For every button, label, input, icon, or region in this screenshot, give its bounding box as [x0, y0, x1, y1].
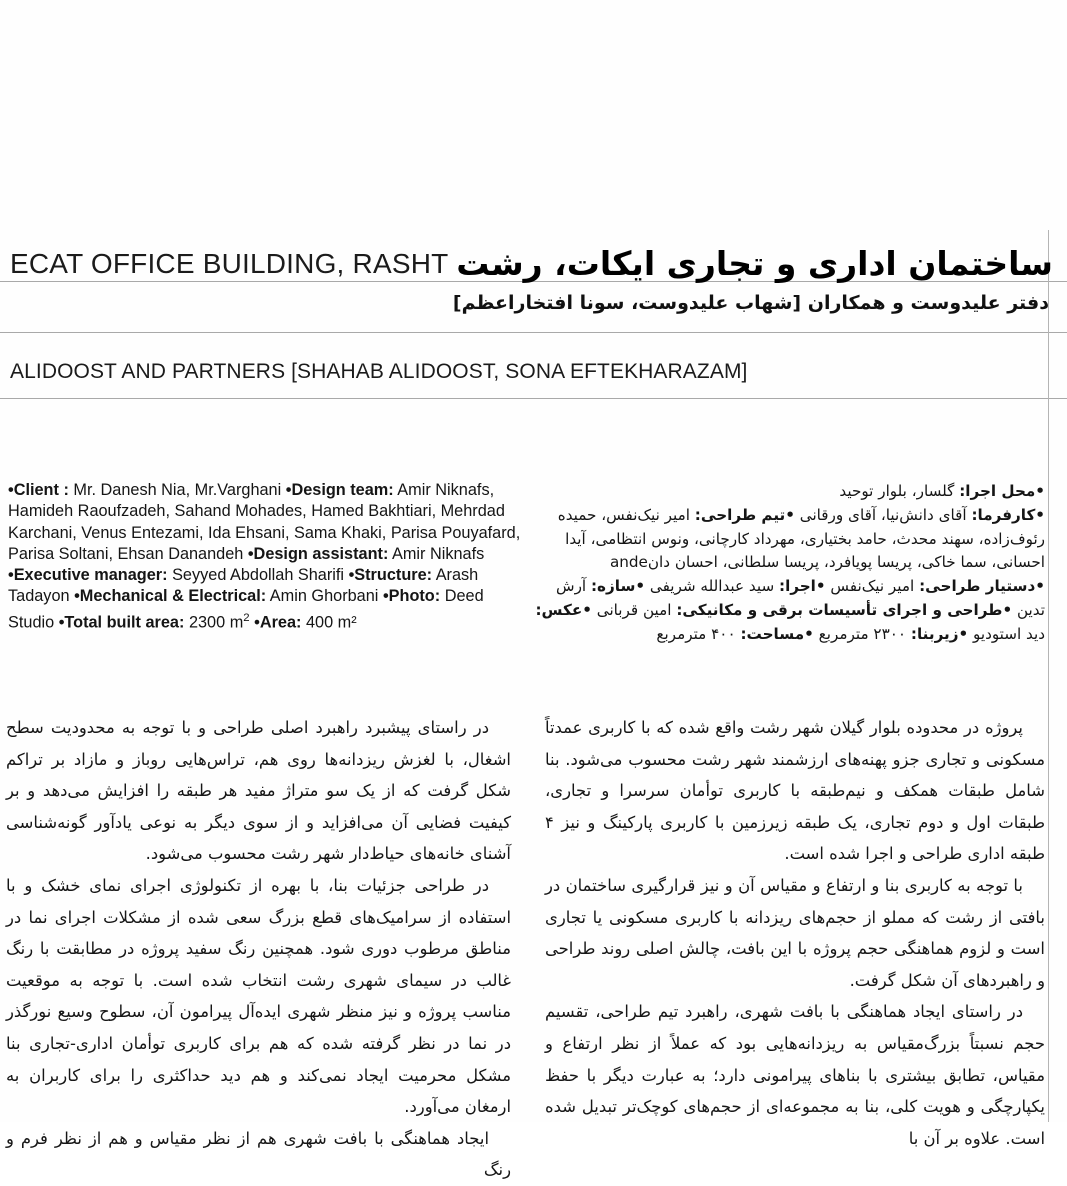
- credit-fa-value-execution: سید عبدالله شریفی: [645, 577, 779, 596]
- credit-value-design-team: Amir Niknafs, Hamideh Raoufzadeh, Sahand Mohades, Hamed Bakhtiari, Mehrdad Karchani, Venus Entezami, Ida Ehsani, Sama Khaki, Parisa Pouyafard, Parisa Soltani, Ehsan Danandeh: [8, 481, 521, 563]
- credit-fa-value-structure: آرش تدین: [556, 577, 1045, 619]
- credit-label-executive-manager: •Executive manager:: [8, 566, 168, 585]
- credit-fa-label-mep: •طراحی و اجرای تأسیسات برقی و مکانیکی:: [676, 600, 1013, 619]
- credit-fa-label-photo: •عکس:: [535, 600, 592, 619]
- divider-rule-bottom: [0, 398, 1067, 399]
- credits-persian: [535, 480, 1045, 647]
- architect-name-english: ALIDOOST AND PARTNERS [SHAHAB ALIDOOST, SONA EFTEKHARAZAM]: [10, 360, 748, 383]
- credit-label-design-assistant: •Design assistant:: [247, 544, 389, 563]
- credits-block: [0, 480, 1067, 665]
- credit-fa-label-execution: •اجرا:: [779, 577, 826, 596]
- credit-label-area: •Area:: [254, 613, 302, 632]
- credit-label-design-team: •Design team:: [285, 481, 394, 499]
- credit-label-total-built-area: •Total built area:: [58, 613, 185, 632]
- credit-fa-label-built-area: •زیربنا:: [910, 624, 969, 643]
- body-column-right: [545, 712, 1045, 1154]
- credit-label-structure: •Structure:: [348, 566, 433, 585]
- divider-rule-middle: [0, 332, 1067, 333]
- credit-fa-value-built-area: ۲۳۰۰ مترمربع: [813, 624, 911, 643]
- credit-value-mechanical-electrical: Amin Ghorbani: [266, 587, 383, 606]
- credit-value-area: 400 m²: [301, 613, 357, 632]
- credit-fa-value-photo: دید استودیو: [968, 624, 1045, 643]
- body-column-left: [6, 712, 511, 1186]
- credits-english: [8, 480, 528, 634]
- body-left-paragraph-1: در راستای پیشبرد راهبرد اصلی طراحی و با توجه به محدودیت سطح اشغال، با لغزش ریزدانه‌ها روی هم، تراس‌هایی روباز و مازاد بر تراکم شکل گرفت که از یک سو متراژ مفید هر طبقه را افزایش می‌دهد و بر کیفیت فضایی آن می‌افزاید و از سوی دیگر به نوعی یادآور گونه‌شناسی آشنای خانه‌های حیاط‌دار شهر رشت محسوب می‌شود.: [6, 718, 511, 864]
- body-right-paragraph-2: با توجه به کاربری بنا و ارتفاع و مقیاس آن و نیز قرارگیری ساختمان در بافتی از رشت که مملو از حجم‌های ریزدانه با کاربری مسکونی یا تجاری است و لزوم هماهنگی حجم پروژه با این بافت، چالش اصلی روند طراحی و راهبردهای آن شکل گرفت.: [545, 875, 1045, 990]
- body-right-paragraph-3: در راستای ایجاد هماهنگی با بافت شهری، راهبرد تیم طراحی، تقسیم حجم نسبتاً بزرگ‌مقیاس به ریزدانه‌هایی بود که عملاً از نظر ارتفاع و مقیاس، تطابق بیشتری با بناهای پیرامونی دارد؛ به عبارت دیگر با حفظ یکپارچگی و هویت کلی، بنا به مجموعه‌ای از حجم‌های کوچک‌تر تبدیل شده است. علاوه بر آن با: [545, 1002, 1045, 1148]
- credit-value-structure: Arash Tadayon: [8, 566, 479, 606]
- credit-fa-label-client: •کارفرما:: [971, 505, 1045, 524]
- credit-value-design-assistant: Amir Niknafs: [388, 544, 485, 563]
- body-right-paragraph-1: پروژه در محدوده بلوار گیلان شهر رشت واقع شده که با کاربری عمدتاً مسکونی و تجاری جزو پهنه‌های ارزشمند شهر رشت محسوب می‌شود. بنا شامل طبقات همکف و نیم‌طبقه با کاربری توأمان سرسرا و تجاری، طبقات اول و دوم تجاری، یک طبقه زیرزمین با کاربری پارکینگ و نیز ۴ طبقه اداری طراحی و اجرا شده است.: [545, 718, 1045, 864]
- credit-fa-value-client: آقای دانش‌نیا، آقای ورقانی: [794, 505, 972, 524]
- credit-fa-value-design-team: امیر نیک‌نفس، حمیده رئوف‌زاده، سهند محدث، حامد بختیاری، مهرداد کارچانی، ونوس انتظامی، آیدا احسانی، سما خاکی، پریسا پویافرد، پریسا سلطانی، احسان دانande: [557, 505, 1045, 572]
- project-title-persian: ساختمان اداری و تجاری ایکات، رشت: [456, 243, 1053, 283]
- credit-fa-value-design-assistant: امیر نیک‌نفس: [825, 577, 920, 596]
- credit-value-total-built-area: 2300 m: [184, 613, 244, 632]
- credit-fa-value-mep: امین قربانی: [591, 600, 677, 619]
- credit-label-client: •Client :: [8, 481, 69, 499]
- credit-label-mechanical-electrical: •Mechanical & Electrical:: [74, 587, 267, 606]
- credit-fa-label-structure: •سازه:: [590, 577, 646, 596]
- body-left-paragraph-2: در طراحی جزئیات بنا، با بهره از تکنولوژی اجرای نمای خشک و با استفاده از سرامیک‌های قطع بزرگ سعی شده از مشکلات اجرای نما در مناطق مرطوب دوری شود. همچنین رنگ سفید پروژه در مطابقت با رنگ غالب در سیمای شهری رشت انتخاب شده است. با توجه به موقعیت مناسب پروژه و نیز منظر شهری ایده‌آل پیرامون آن، سطوح وسیع نورگذر در نما در نظر گرفته شده که هم برای کاربری توأمان اداری-تجاری بنا مشکل محرمیت ایجاد نمی‌کند و هم دید حداکثری را برای کاربران به ارمغان می‌آورد.: [6, 875, 511, 1117]
- credit-fa-value-area: ۴۰۰ مترمربع: [656, 624, 741, 643]
- credit-fa-label-design-assistant: •دستیار طراحی:: [919, 577, 1045, 596]
- credit-fa-label-location: •محل اجرا:: [959, 482, 1045, 500]
- credit-label-photo: •Photo:: [382, 587, 441, 606]
- credit-fa-label-area: •مساحت:: [740, 624, 814, 643]
- project-title-english: ECAT OFFICE BUILDING, RASHT: [10, 248, 449, 279]
- credit-value-client: Mr. Danesh Nia, Mr.Varghani: [68, 481, 286, 499]
- credit-value-executive-manager: Seyyed Abdollah Sharifi: [167, 566, 349, 585]
- title-block: [0, 232, 1067, 282]
- architect-name-persian: دفتر علیدوست و همکاران [شهاب علیدوست، سونا افتخاراعظم]: [452, 292, 1049, 314]
- credit-value-photo: Deed Studio: [8, 587, 484, 632]
- credit-fa-label-design-team: •تیم طراحی:: [694, 505, 795, 524]
- body-left-paragraph-3: ایجاد هماهنگی با بافت شهری هم از نظر مقیاس و هم از نظر فرم و رنگ: [6, 1128, 511, 1180]
- credit-fa-value-location: گلسار، بلوار توحید: [839, 482, 960, 500]
- credit-unit-superscript: 2: [243, 611, 250, 624]
- body-text-columns: [0, 712, 1067, 1180]
